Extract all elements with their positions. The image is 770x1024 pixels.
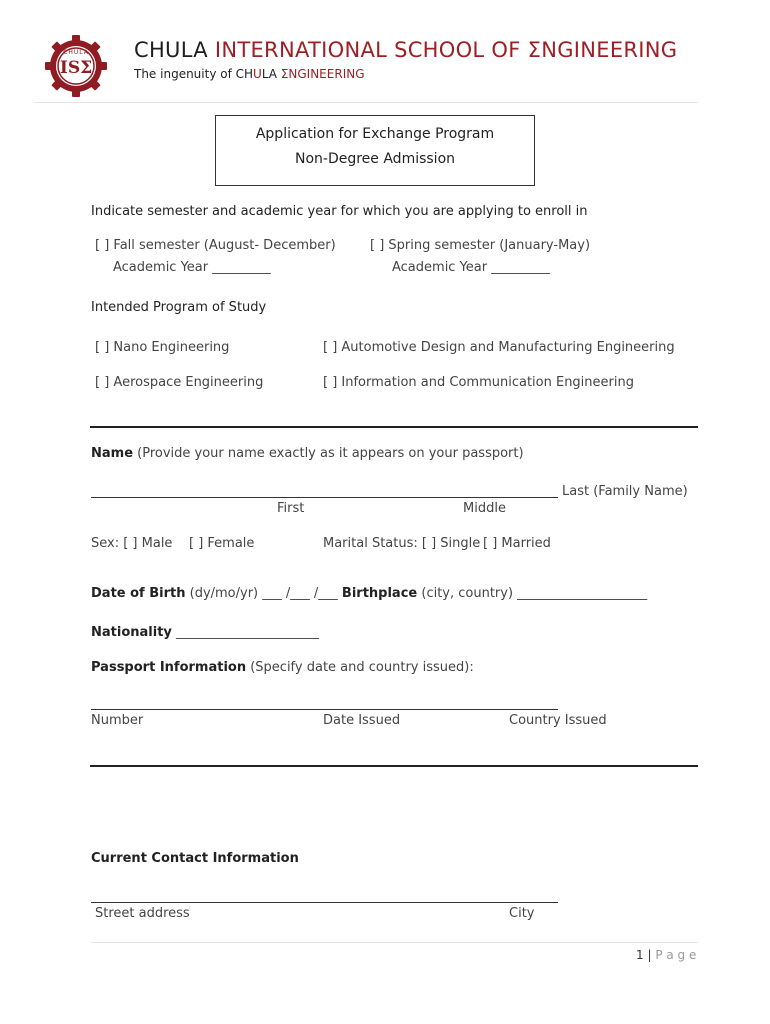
full-name-field[interactable] (91, 497, 558, 498)
nationality-field[interactable]: ______________________ (171, 625, 320, 640)
passport-field[interactable] (91, 709, 558, 710)
logo-mark: ISΣ (59, 58, 93, 78)
tagline-part2: U (253, 67, 262, 81)
section-divider-1 (90, 426, 698, 428)
section-divider-2 (90, 765, 698, 767)
birthplace-label: Birthplace (341, 586, 418, 601)
program-automotive-checkbox[interactable]: [ ] Automotive Design and Manufacturing Engineering (323, 340, 675, 355)
contact-heading: Current Contact Information (91, 851, 299, 866)
street-caption: Street address (95, 906, 190, 921)
passport-hint: (Specify date and country issued): (246, 660, 474, 675)
header-divider (34, 102, 698, 103)
middle-name-caption: Middle (463, 501, 506, 516)
fall-academic-year[interactable]: Academic Year _________ (113, 260, 271, 275)
tagline-part3: LA (261, 67, 281, 81)
program-aerospace-checkbox[interactable]: [ ] Aerospace Engineering (95, 375, 264, 390)
school-name (134, 38, 677, 62)
tagline-part1: The ingenuity of CH (134, 67, 254, 81)
dob-field[interactable]: (dy/mo/yr) ___ /___ /___ (185, 586, 342, 601)
program-ict-checkbox[interactable]: [ ] Information and Communication Engineering (323, 375, 634, 390)
address-field[interactable] (91, 902, 558, 903)
sex-female-checkbox[interactable]: [ ] Female (189, 536, 255, 551)
spring-academic-year[interactable]: Academic Year _________ (392, 260, 550, 275)
nationality-row (91, 625, 319, 640)
page-number: 1 (636, 948, 644, 962)
birth-row (91, 586, 647, 601)
last-name-caption: Last (Family Name) (562, 484, 688, 499)
nationality-label: Nationality (91, 625, 172, 640)
school-name-part3: NGINEERING (541, 38, 678, 62)
school-name-part2: INTERNATIONAL SCHOOL OF (214, 38, 528, 62)
page-footer (636, 948, 696, 962)
tagline-part4: ΣNGINEERING (280, 67, 365, 81)
school-logo (44, 34, 108, 98)
city-caption: City (509, 906, 535, 921)
name-label: Name (91, 446, 134, 461)
dob-label: Date of Birth (91, 586, 186, 601)
school-name-part1: CHULA (134, 38, 215, 62)
passport-number-caption: Number (91, 713, 144, 728)
program-nano-checkbox[interactable]: [ ] Nano Engineering (95, 340, 230, 355)
spring-semester-checkbox[interactable]: [ ] Spring semester (January-May) (370, 238, 591, 253)
footer-divider (91, 942, 698, 943)
school-name-sigma: Σ (527, 38, 542, 62)
passport-date-caption: Date Issued (323, 713, 401, 728)
passport-label: Passport Information (91, 660, 247, 675)
passport-row (91, 660, 474, 675)
birthplace-field[interactable]: (city, country) ____________________ (417, 586, 648, 601)
marital-married-checkbox[interactable]: [ ] Married (483, 536, 551, 551)
semester-prompt: Indicate semester and academic year for which you are applying to enroll in (91, 204, 588, 219)
page-word: P a g e (655, 948, 697, 962)
passport-country-caption: Country Issued (509, 713, 607, 728)
program-heading: Intended Program of Study (91, 300, 267, 315)
name-hint: (Provide your name exactly as it appears on your passport) (133, 446, 524, 461)
marital-single-checkbox[interactable]: Marital Status: [ ] Single (323, 536, 481, 551)
logo-top-text: CHULA (63, 49, 89, 56)
sex-male-checkbox[interactable]: Sex: [ ] Male (91, 536, 173, 551)
fall-semester-checkbox[interactable]: [ ] Fall semester (August- December) (95, 238, 336, 253)
page-separator: | (643, 948, 656, 962)
form-title-line2: Non-Degree Admission (294, 151, 456, 167)
school-tagline (134, 67, 365, 81)
name-label-row (91, 446, 524, 461)
form-title-line1: Application for Exchange Program (255, 126, 495, 142)
first-name-caption: First (277, 501, 305, 516)
